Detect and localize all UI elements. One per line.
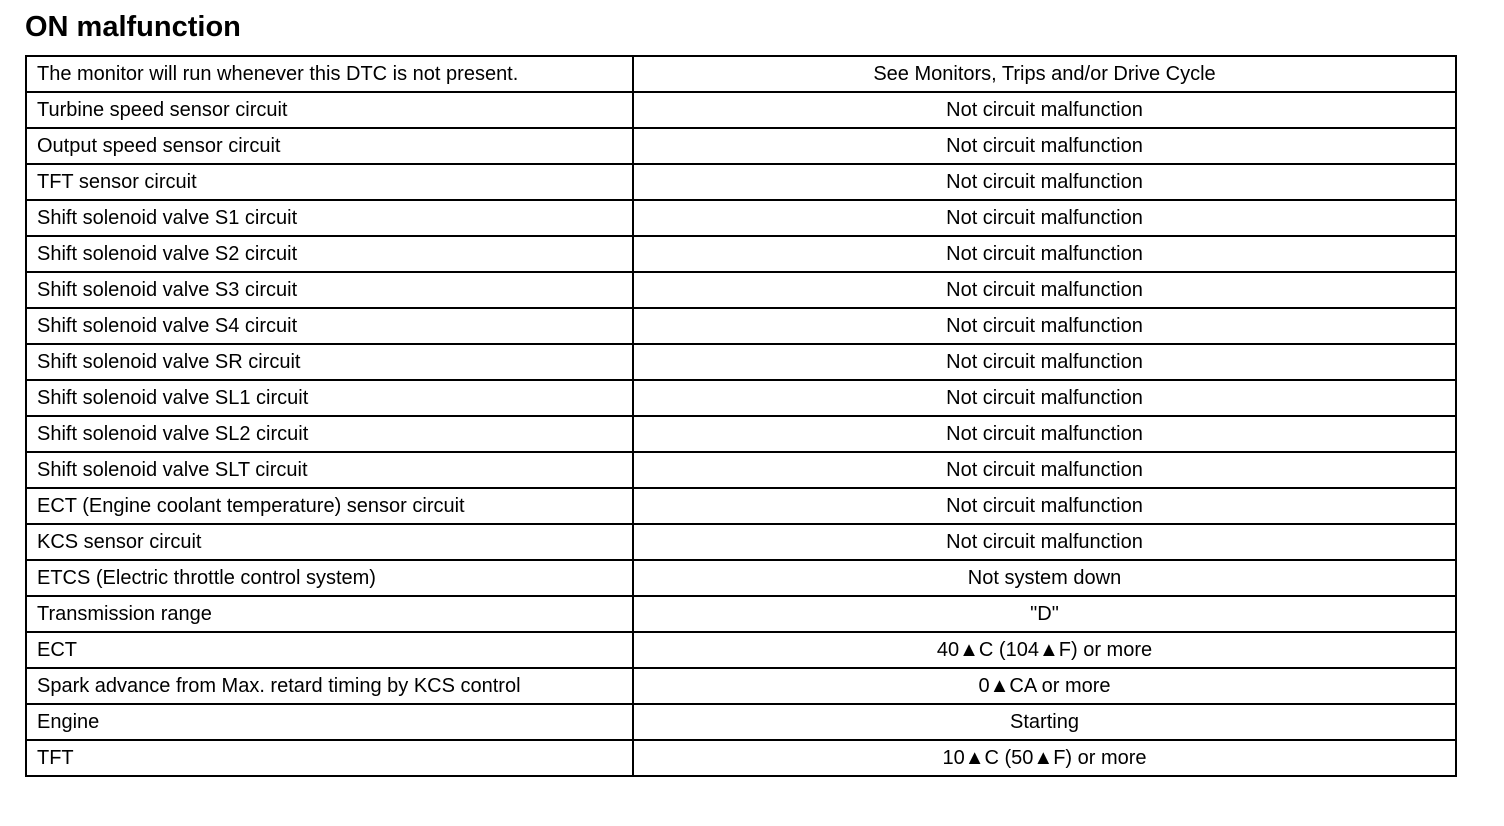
table-row: [26, 272, 1456, 308]
table-row: [26, 560, 1456, 596]
table-row: [26, 452, 1456, 488]
table-row: [26, 308, 1456, 344]
condition-cell: Not circuit malfunction: [633, 236, 1456, 272]
item-cell: ECT (Engine coolant temperature) sensor circuit: [26, 488, 633, 524]
condition-cell: Not circuit malfunction: [633, 452, 1456, 488]
item-cell: Transmission range: [26, 596, 633, 632]
table-row: [26, 668, 1456, 704]
table-row: [26, 380, 1456, 416]
item-cell: Shift solenoid valve S3 circuit: [26, 272, 633, 308]
item-cell: Shift solenoid valve SL2 circuit: [26, 416, 633, 452]
conditions-table: [25, 55, 1457, 777]
condition-cell: Not system down: [633, 560, 1456, 596]
condition-cell: 40▲C (104▲F) or more: [633, 632, 1456, 668]
condition-cell: 10▲C (50▲F) or more: [633, 740, 1456, 776]
table-row: [26, 488, 1456, 524]
table-row: [26, 56, 1456, 92]
condition-cell: "D": [633, 596, 1456, 632]
table-row: [26, 344, 1456, 380]
table-row: [26, 740, 1456, 776]
item-cell: Engine: [26, 704, 633, 740]
item-cell: Spark advance from Max. retard timing by KCS control: [26, 668, 633, 704]
table-row: [26, 92, 1456, 128]
condition-cell: Not circuit malfunction: [633, 380, 1456, 416]
condition-cell: Not circuit malfunction: [633, 488, 1456, 524]
condition-cell: Not circuit malfunction: [633, 308, 1456, 344]
condition-cell: 0▲CA or more: [633, 668, 1456, 704]
table-row: [26, 128, 1456, 164]
table-row: [26, 164, 1456, 200]
condition-cell: Starting: [633, 704, 1456, 740]
item-cell: TFT sensor circuit: [26, 164, 633, 200]
table-row: [26, 632, 1456, 668]
item-cell: Output speed sensor circuit: [26, 128, 633, 164]
item-cell: ETCS (Electric throttle control system): [26, 560, 633, 596]
page-title: ON malfunction: [25, 11, 241, 43]
item-cell: TFT: [26, 740, 633, 776]
item-cell: ECT: [26, 632, 633, 668]
table-row: [26, 596, 1456, 632]
condition-cell: Not circuit malfunction: [633, 164, 1456, 200]
item-cell: Shift solenoid valve SLT circuit: [26, 452, 633, 488]
table-row: [26, 236, 1456, 272]
item-cell: Shift solenoid valve SL1 circuit: [26, 380, 633, 416]
item-cell: The monitor will run whenever this DTC is not present.: [26, 56, 633, 92]
condition-cell: Not circuit malfunction: [633, 416, 1456, 452]
condition-cell: Not circuit malfunction: [633, 92, 1456, 128]
table-row: [26, 704, 1456, 740]
table-row: [26, 416, 1456, 452]
condition-cell: Not circuit malfunction: [633, 344, 1456, 380]
condition-cell: Not circuit malfunction: [633, 128, 1456, 164]
item-cell: Shift solenoid valve S1 circuit: [26, 200, 633, 236]
item-cell: Turbine speed sensor circuit: [26, 92, 633, 128]
condition-cell: Not circuit malfunction: [633, 524, 1456, 560]
item-cell: KCS sensor circuit: [26, 524, 633, 560]
table-row: [26, 200, 1456, 236]
item-cell: Shift solenoid valve S4 circuit: [26, 308, 633, 344]
condition-cell: Not circuit malfunction: [633, 200, 1456, 236]
condition-cell: See Monitors, Trips and/or Drive Cycle: [633, 56, 1456, 92]
item-cell: Shift solenoid valve S2 circuit: [26, 236, 633, 272]
condition-cell: Not circuit malfunction: [633, 272, 1456, 308]
table-row: [26, 524, 1456, 560]
item-cell: Shift solenoid valve SR circuit: [26, 344, 633, 380]
